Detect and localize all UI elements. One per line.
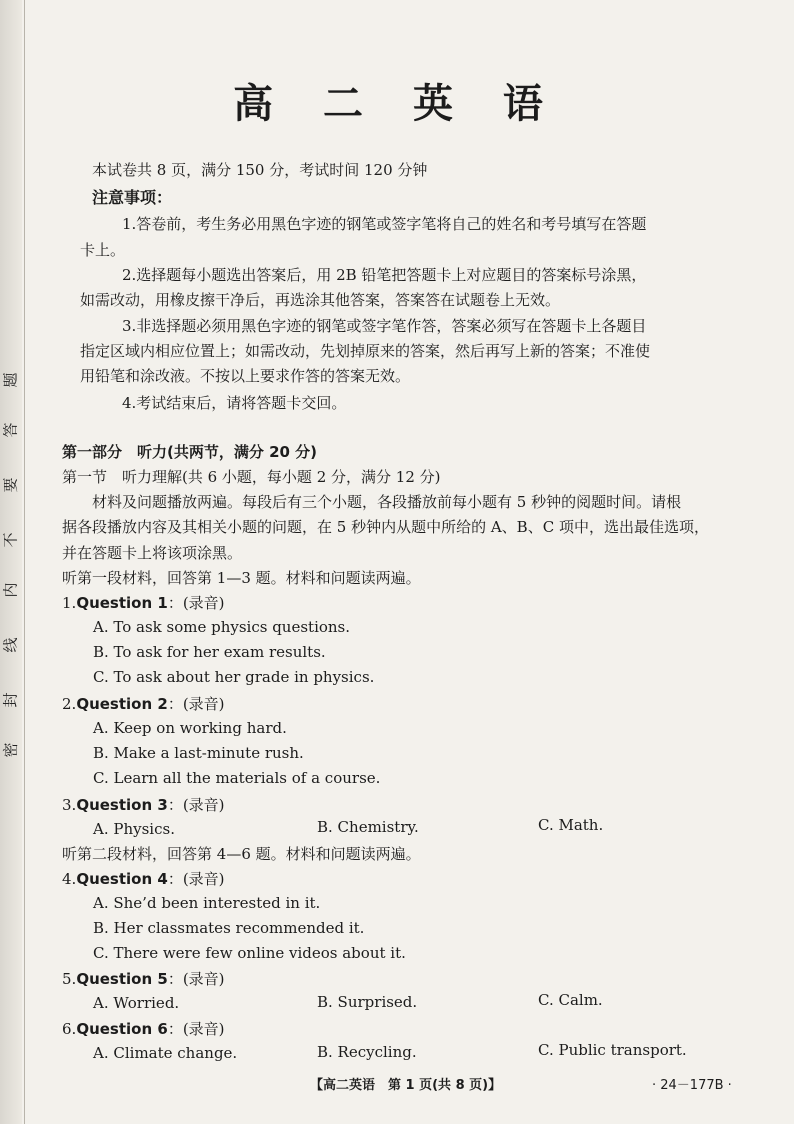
option-c: C. There were few online videos about it. bbox=[93, 944, 406, 962]
notice-heading: 注意事项： bbox=[92, 188, 173, 207]
instruction-line: 并在答题卡上将该项涂黑。 bbox=[62, 544, 243, 562]
passage-instruction: 听第一段材料，回答第 1—3 题。材料和问题读两遍。 bbox=[62, 569, 421, 587]
option-a: A. Worried. bbox=[93, 994, 180, 1012]
margin-char: 线 bbox=[1, 637, 20, 653]
recording-tag: ：(录音) bbox=[167, 1020, 225, 1038]
question-label: Question 5 bbox=[76, 970, 168, 988]
recording-tag: ：(录音) bbox=[167, 970, 225, 988]
recording-tag: ：(录音) bbox=[167, 594, 225, 612]
question-label: Question 1 bbox=[76, 594, 168, 612]
option-b: B. Make a last-minute rush. bbox=[93, 744, 304, 762]
option-c: C. Math. bbox=[538, 816, 604, 834]
instruction-line: 据各段播放内容及其相关小题的问题，在 5 秒钟内从题中所给的 A、B、C 项中，选出最佳选项， bbox=[62, 518, 709, 536]
margin-char: 不 bbox=[1, 532, 20, 548]
margin-char: 题 bbox=[1, 372, 20, 388]
notice-line: 2.选择题每小题选出答案后，用 2B 铅笔把答题卡上对应题目的答案标号涂黑， bbox=[122, 266, 647, 284]
option-a: A. To ask some physics questions. bbox=[93, 618, 351, 636]
passage-instruction: 听第二段材料，回答第 4—6 题。材料和问题读两遍。 bbox=[62, 845, 421, 863]
notice-line: 卡上。 bbox=[80, 241, 126, 259]
margin-char: 内 bbox=[1, 582, 20, 598]
part-heading: 第一部分 听力(共两节，满分 20 分) bbox=[62, 443, 318, 461]
question-6 bbox=[62, 1019, 225, 1039]
question-number: 2. bbox=[62, 695, 77, 713]
notice-line: 3.非选择题必须用黑色字迹的钢笔或签字笔作答，答案必须写在答题卡上各题目 bbox=[122, 317, 647, 335]
binding-margin bbox=[0, 0, 22, 1124]
question-1 bbox=[62, 593, 225, 613]
option-b: B. To ask for her exam results. bbox=[93, 643, 326, 661]
option-a: A. Climate change. bbox=[93, 1044, 238, 1062]
notice-line: 1.答卷前，考生务必用黑色字迹的钢笔或签字笔将自己的姓名和考号填写在答题 bbox=[122, 215, 647, 233]
recording-tag: ：(录音) bbox=[167, 870, 225, 888]
option-c: C. Calm. bbox=[538, 991, 603, 1009]
question-3 bbox=[62, 795, 225, 815]
binding-line bbox=[24, 0, 25, 1124]
margin-char: 要 bbox=[1, 477, 20, 493]
question-2 bbox=[62, 694, 225, 714]
option-b: B. Surprised. bbox=[317, 993, 418, 1011]
question-number: 3. bbox=[62, 796, 77, 814]
option-c: C. To ask about her grade in physics. bbox=[93, 668, 375, 686]
question-4 bbox=[62, 869, 225, 889]
page-footer: 【高二英语 第 1 页(共 8 页)】 bbox=[310, 1078, 502, 1093]
option-b: B. Her classmates recommended it. bbox=[93, 919, 365, 937]
page-title: 高 二 英 语 bbox=[233, 81, 561, 127]
question-number: 1. bbox=[62, 594, 77, 612]
margin-char: 封 bbox=[1, 692, 20, 708]
question-label: Question 6 bbox=[76, 1020, 168, 1038]
notice-line: 如需改动，用橡皮擦干净后，再选涂其他答案，答案答在试题卷上无效。 bbox=[80, 291, 561, 309]
recording-tag: ：(录音) bbox=[167, 695, 225, 713]
margin-char: 答 bbox=[1, 422, 20, 438]
question-label: Question 2 bbox=[76, 695, 168, 713]
notice-line: 指定区域内相应位置上；如需改动，先划掉原来的答案，然后再写上新的答案；不准使 bbox=[80, 342, 651, 360]
notice-line: 4.考试结束后，请将答题卡交回。 bbox=[122, 394, 347, 412]
option-c: C. Public transport. bbox=[538, 1041, 687, 1059]
question-number: 6. bbox=[62, 1020, 77, 1038]
option-a: A. She’d been interested in it. bbox=[93, 894, 321, 912]
section-heading: 第一节 听力理解(共 6 小题，每小题 2 分，满分 12 分) bbox=[62, 468, 441, 486]
question-number: 5. bbox=[62, 970, 77, 988]
recording-tag: ：(录音) bbox=[167, 796, 225, 814]
option-c: C. Learn all the materials of a course. bbox=[93, 769, 381, 787]
instruction-line: 材料及问题播放两遍。每段后有三个小题，各段播放前每小题有 5 秒钟的阅题时间。请根 bbox=[92, 493, 682, 511]
margin-char: 密 bbox=[1, 742, 20, 758]
option-b: B. Recycling. bbox=[317, 1043, 417, 1061]
question-number: 4. bbox=[62, 870, 77, 888]
question-5 bbox=[62, 969, 225, 989]
option-b: B. Chemistry. bbox=[317, 818, 419, 836]
option-a: A. Keep on working hard. bbox=[93, 719, 287, 737]
option-a: A. Physics. bbox=[93, 820, 175, 838]
exam-code: · 24－177B · bbox=[652, 1078, 732, 1093]
question-label: Question 4 bbox=[76, 870, 168, 888]
exam-intro: 本试卷共 8 页，满分 150 分，考试时间 120 分钟 bbox=[92, 161, 428, 179]
notice-line: 用铅笔和涂改液。不按以上要求作答的答案无效。 bbox=[80, 367, 411, 385]
question-label: Question 3 bbox=[76, 796, 168, 814]
